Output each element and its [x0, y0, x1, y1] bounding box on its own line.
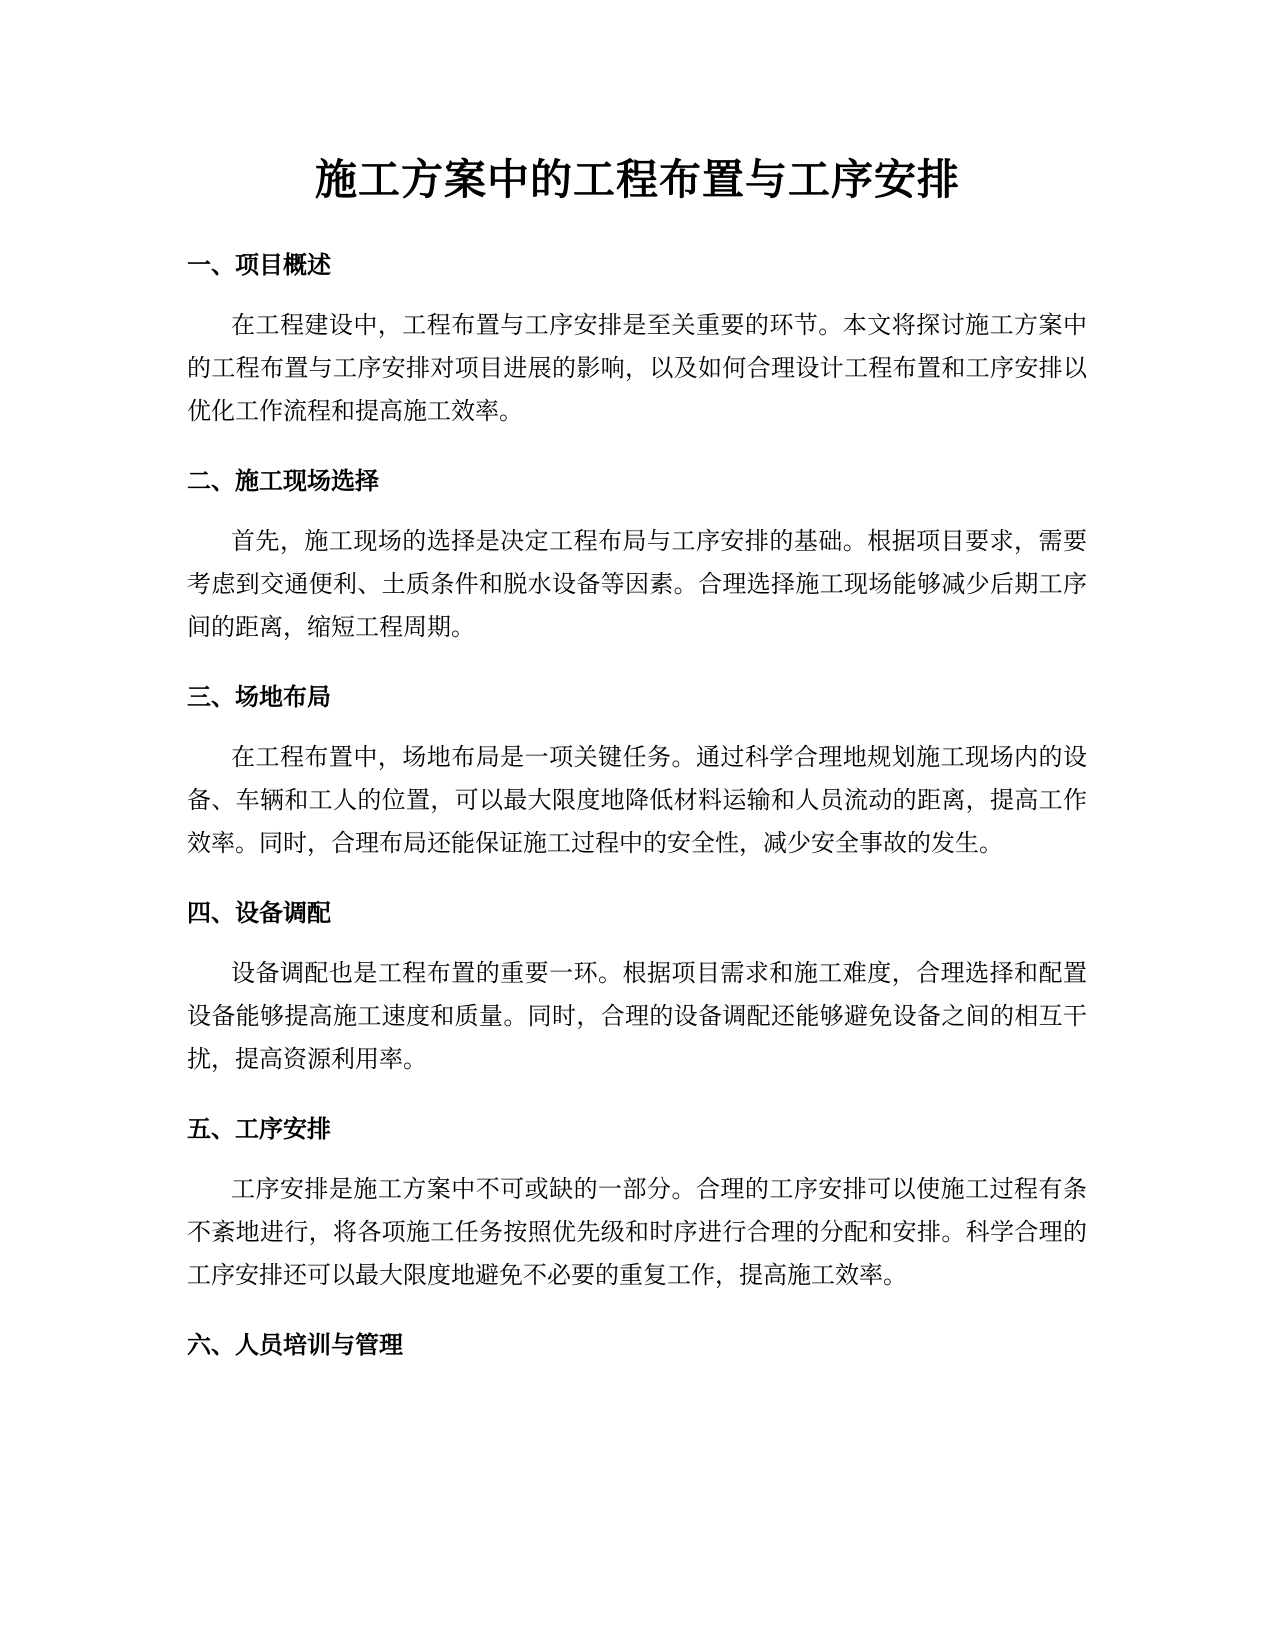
section-paragraph: 在工程建设中，工程布置与工序安排是至关重要的环节。本文将探讨施工方案中的工程布置与工序安排对项目进展的影响，以及如何合理设计工程布置和工序安排以优化工作流程和提高施工效率。: [187, 311, 1087, 425]
section-personnel-training: [187, 1328, 1087, 1362]
section-heading: 五、工序安排: [187, 1115, 331, 1143]
section-heading: 三、场地布局: [187, 683, 331, 711]
section-equipment-allocation: [187, 896, 1087, 1081]
section-paragraph: 首先，施工现场的选择是决定工程布局与工序安排的基础。根据项目要求，需要考虑到交通便利、土质条件和脱水设备等因素。合理选择施工现场能够减少后期工序间的距离，缩短工程周期。: [187, 527, 1087, 641]
section-process-scheduling: [187, 1112, 1087, 1297]
section-heading: 四、设备调配: [187, 899, 331, 927]
section-paragraph: 设备调配也是工程布置的重要一环。根据项目需求和施工难度，合理选择和配置设备能够提高施工速度和质量。同时，合理的设备调配还能够避免设备之间的相互干扰，提高资源利用率。: [187, 959, 1087, 1073]
document-title: 施工方案中的工程布置与工序安排: [314, 155, 960, 204]
section-site-layout: [187, 680, 1087, 865]
section-paragraph: 在工程布置中，场地布局是一项关键任务。通过科学合理地规划施工现场内的设备、车辆和工人的位置，可以最大限度地降低材料运输和人员流动的距离，提高工作效率。同时，合理布局还能保证施工过程中的安全性，减少安全事故的发生。: [187, 743, 1087, 857]
section-heading: 二、施工现场选择: [187, 467, 379, 495]
section-site-selection: [187, 464, 1087, 649]
section-project-overview: [187, 248, 1087, 433]
section-heading: 六、人员培训与管理: [187, 1331, 403, 1359]
section-heading: 一、项目概述: [187, 251, 331, 279]
section-paragraph: 工序安排是施工方案中不可或缺的一部分。合理的工序安排可以使施工过程有条不紊地进行，将各项施工任务按照优先级和时序进行合理的分配和安排。科学合理的工序安排还可以最大限度地避免不必要的重复工作，提高施工效率。: [187, 1175, 1087, 1289]
